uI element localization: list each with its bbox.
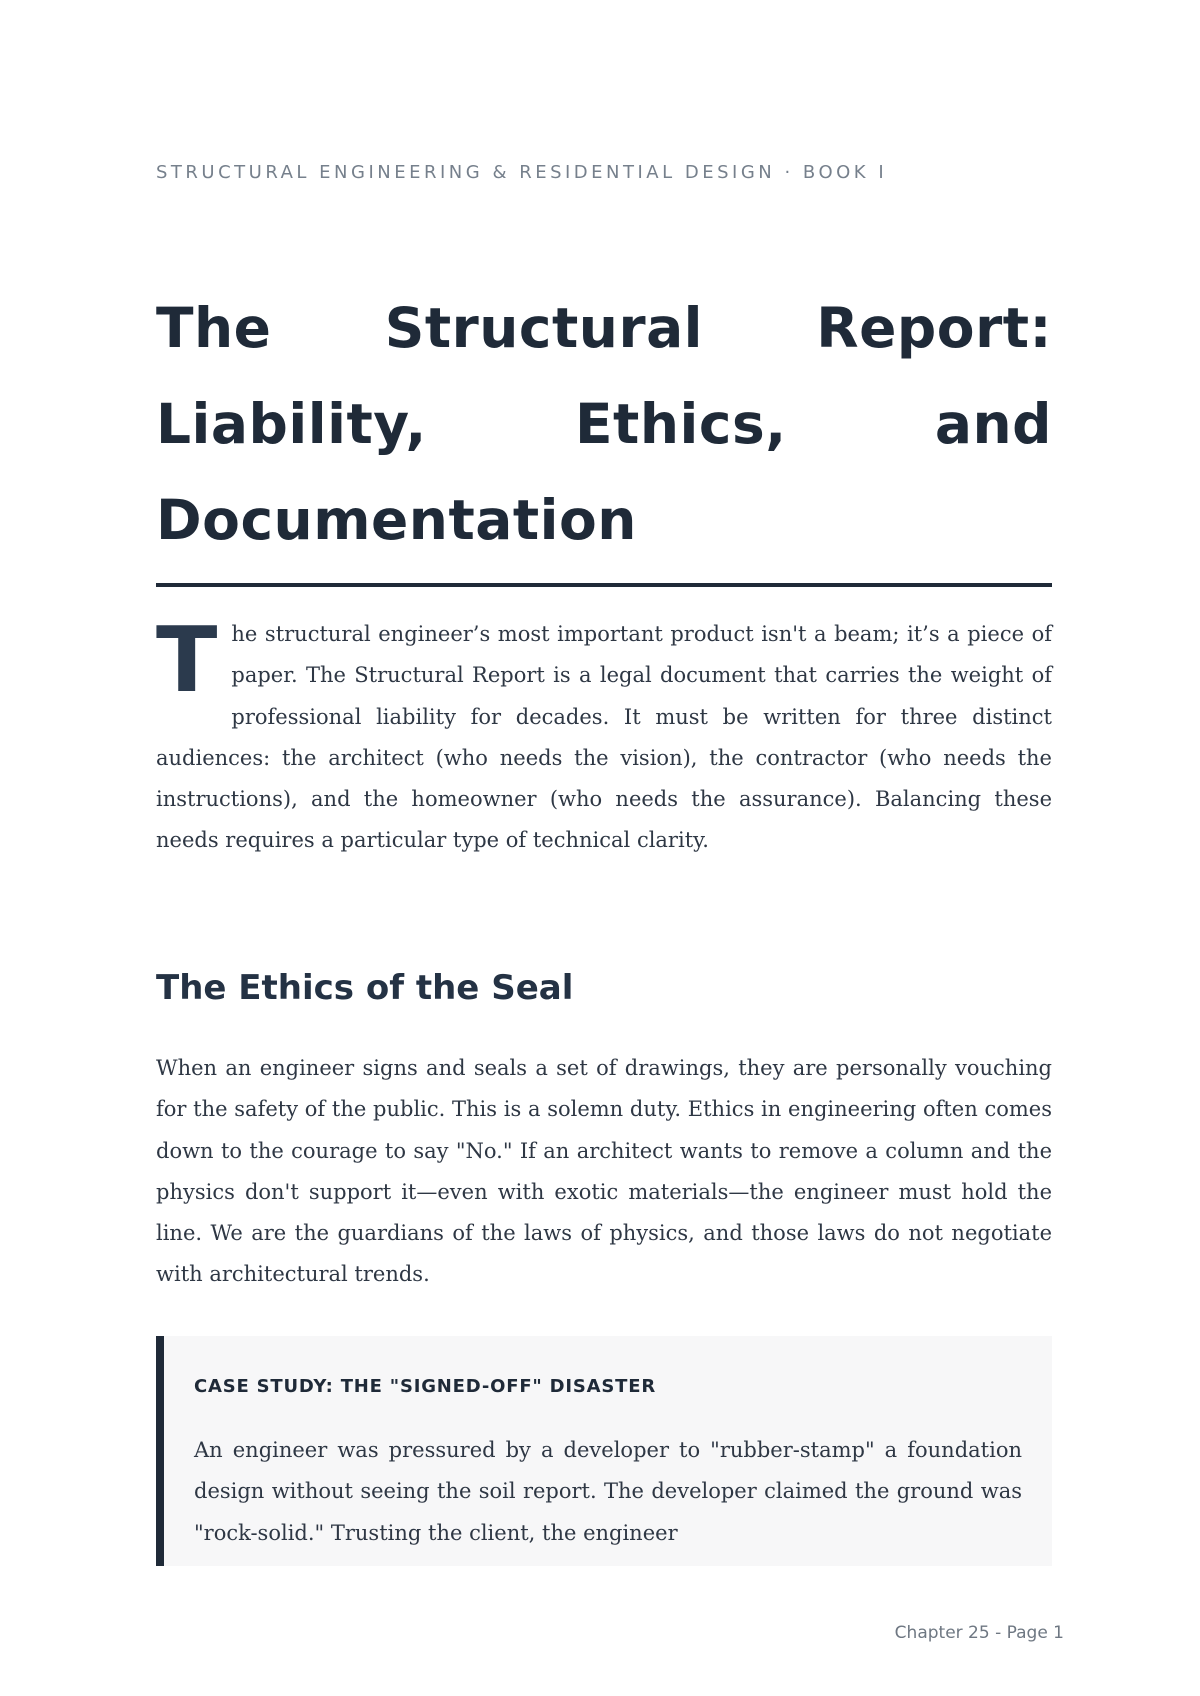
running-head: STRUCTURAL ENGINEERING & RESIDENTIAL DESIGN · BOOK I xyxy=(156,162,888,183)
case-study-text: An engineer was pressured by a developer to "rubber-stamp" a foundation design without seeing the soil report. The developer claimed the ground was "rock-solid." Trusting the client, the engineer xyxy=(194,1438,1022,1545)
section-heading: The Ethics of the Seal xyxy=(156,968,574,1008)
chapter-title: The Structural Report: Liability, Ethics, and Documentation xyxy=(156,296,1052,552)
intro-paragraph xyxy=(156,608,1052,862)
case-study-callout xyxy=(156,1336,1052,1566)
page-footer: Chapter 25 - Page 1 xyxy=(894,1623,1064,1643)
title-divider xyxy=(156,583,1052,587)
document-page xyxy=(156,0,1052,1696)
drop-cap: T xyxy=(156,608,218,713)
body-paragraph: When an engineer signs and seals a set of drawings, they are personally vouching for the safety of the public. This is a solemn duty. Ethics in engineering often comes down to the courage to say "No." If an architect wants to remove a column and the physics don't support it—even with exotic materials—the engineer must hold the line. We are the guardians of the laws of physics, and those laws do not negotiate with architectural trends. xyxy=(156,1056,1052,1287)
case-study-title: CASE STUDY: THE "SIGNED-OFF" DISASTER xyxy=(194,1376,656,1397)
intro-text: he structural engineer’s most important product isn't a beam; it’s a piece of paper. The Structural Report is a legal document that carries the weight of professional liability for decades. It must be written for three distinct audiences: the architect (who needs the vision), the contractor (who needs the instructions), and the homeowner (who needs the assurance). Balancing these needs requires a particular type of technical clarity. xyxy=(156,622,1052,853)
